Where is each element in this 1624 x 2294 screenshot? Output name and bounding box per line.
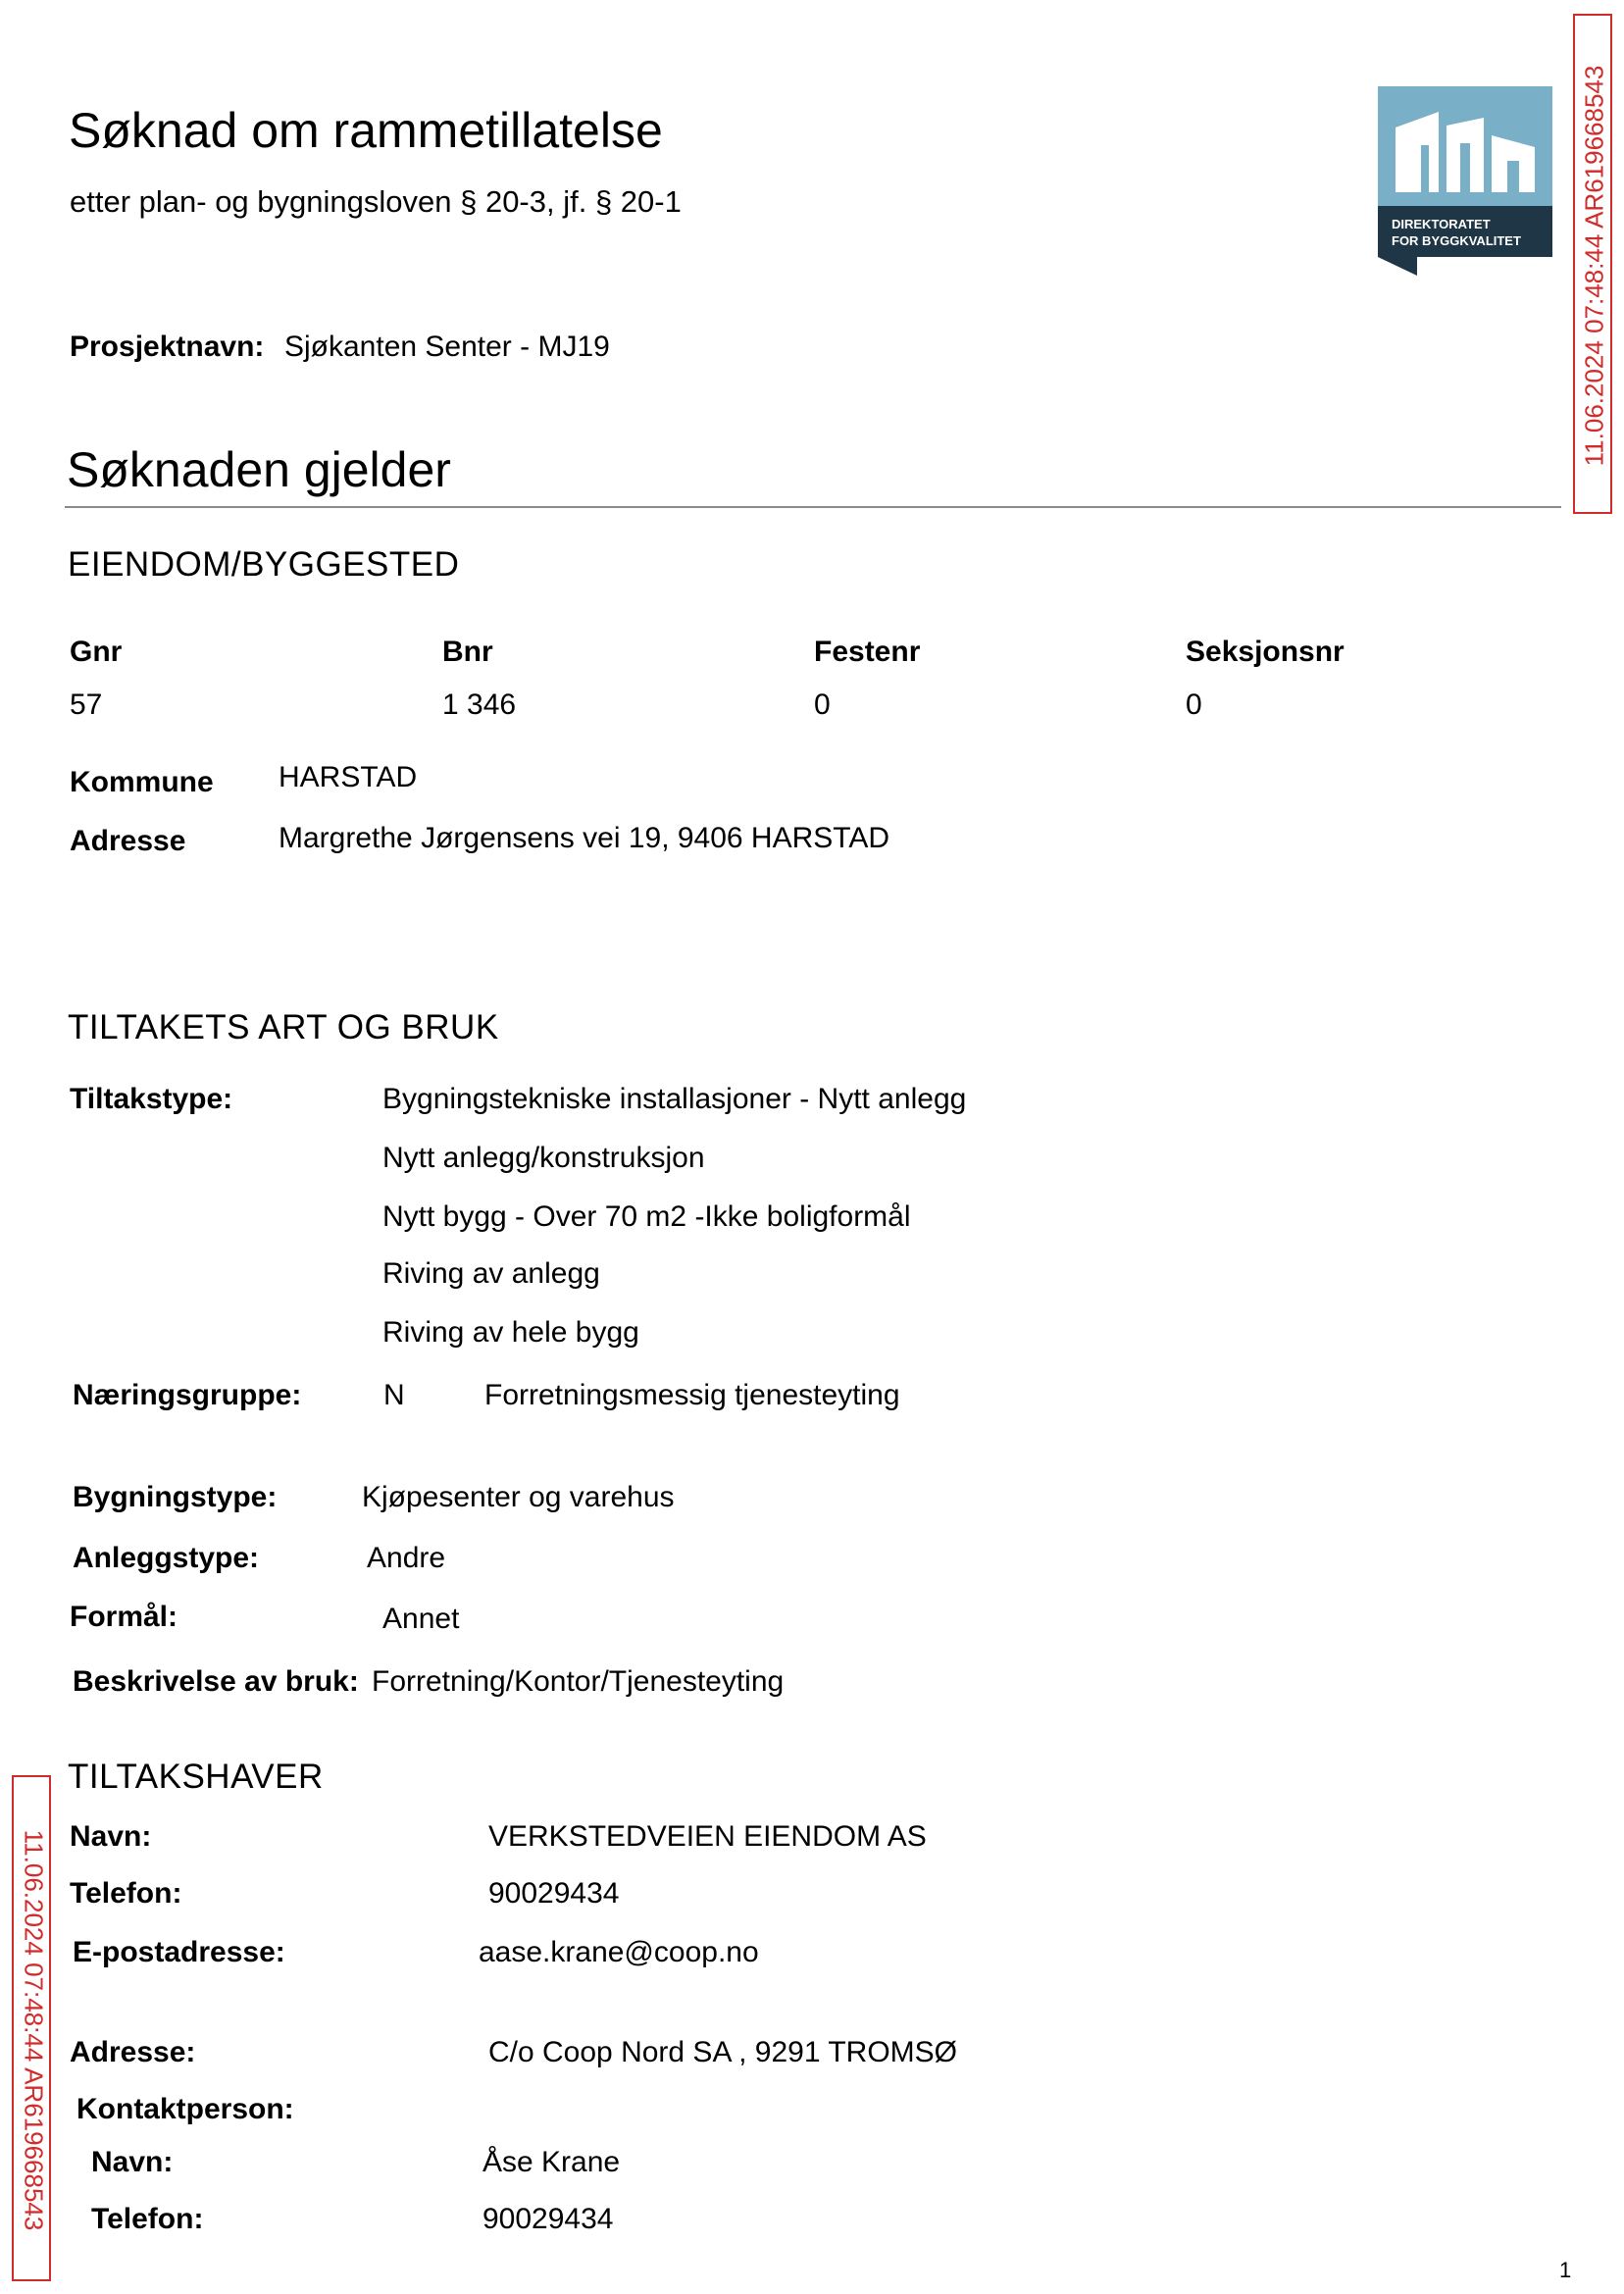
gnr-value: 57 [70,688,103,721]
tiltakstype-item: Riving av hele bygg [382,1316,639,1349]
tiltakstype-item: Nytt anlegg/konstruksjon [382,1142,705,1174]
festenr-value: 0 [814,688,831,721]
eiendom-heading: EIENDOM/BYGGESTED [68,545,460,584]
tiltakshaver-navn-value: VERKSTEDVEIEN EIENDOM AS [488,1820,927,1853]
bygningstype-label: Bygningstype: [73,1481,278,1513]
document-title: Søknad om rammetillatelse [69,103,663,158]
kontakt-navn-value: Åse Krane [482,2146,621,2178]
kontakt-navn-label: Navn: [91,2146,174,2178]
seksjonsnr-value: 0 [1186,688,1202,721]
section-divider [65,506,1561,508]
project-label: Prosjektnavn: [70,331,265,363]
bnr-label: Bnr [442,636,493,668]
kontakt-telefon-label: Telefon: [91,2203,204,2235]
tiltakstype-item: Bygningstekniske installasjoner - Nytt anlegg [382,1083,967,1115]
tiltakstype-item: Nytt bygg - Over 70 m2 -Ikke boligformål [382,1200,911,1233]
formal-label: Formål: [70,1601,178,1633]
adresse-label: Adresse [70,825,186,857]
tiltakstype-item: Riving av anlegg [382,1257,600,1290]
stamp-text: 11.06.2024 07:48:44 AR619668543 [1579,65,1609,467]
logo-line2: FOR BYGGKVALITET [1392,233,1521,248]
document-subtitle: etter plan- og bygningsloven § 20-3, jf. § 20-1 [70,184,682,219]
tiltakshaver-telefon-value: 90029434 [488,1877,620,1910]
tiltakshaver-adresse-value: C/o Coop Nord SA , 9291 TROMSØ [488,2036,957,2068]
tiltak-heading: TILTAKETS ART OG BRUK [68,1008,499,1046]
page-number: 1 [1559,2258,1572,2282]
tiltakshaver-epost-label: E-postadresse: [73,1936,285,1968]
bygningstype-value: Kjøpesenter og varehus [362,1481,675,1513]
naeringsgruppe-label: Næringsgruppe: [73,1379,302,1411]
naeringsgruppe-code: N [383,1379,405,1411]
tiltakshaver-adresse-label: Adresse: [70,2036,196,2068]
kontakt-telefon-value: 90029434 [482,2203,614,2235]
tiltakshaver-epost-value: aase.krane@coop.no [479,1936,759,1968]
anleggstype-value: Andre [367,1542,446,1574]
logo-line1: DIREKTORATET [1392,217,1491,231]
gnr-label: Gnr [70,636,123,668]
received-stamp-top [1573,14,1612,514]
beskrivelse-label: Beskrivelse av bruk: [73,1665,359,1698]
section-title: Søknaden gjelder [67,442,451,497]
kommune-label: Kommune [70,766,214,798]
tiltakstype-label: Tiltakstype: [70,1083,233,1115]
kontaktperson-label: Kontaktperson: [76,2093,294,2125]
beskrivelse-value: Forretning/Kontor/Tjenesteyting [372,1665,785,1698]
dibk-logo [1378,86,1552,276]
formal-value: Annet [382,1603,460,1635]
anleggstype-label: Anleggstype: [73,1542,260,1574]
tiltakshaver-heading: TILTAKSHAVER [68,1758,324,1796]
tiltakshaver-navn-label: Navn: [70,1820,152,1853]
seksjonsnr-label: Seksjonsnr [1186,636,1345,668]
naeringsgruppe-value: Forretningsmessig tjenesteyting [484,1379,900,1411]
project-value: Sjøkanten Senter - MJ19 [284,331,610,363]
tiltakshaver-telefon-label: Telefon: [70,1877,182,1910]
kommune-value: HARSTAD [279,761,418,793]
festenr-label: Festenr [814,636,921,668]
adresse-value: Margrethe Jørgensens vei 19, 9406 HARSTAD [279,822,890,854]
stamp-text: 11.06.2024 07:48:44 AR619668543 [19,1829,49,2231]
received-stamp-bottom [12,1775,51,2281]
bnr-value: 1 346 [442,688,517,721]
